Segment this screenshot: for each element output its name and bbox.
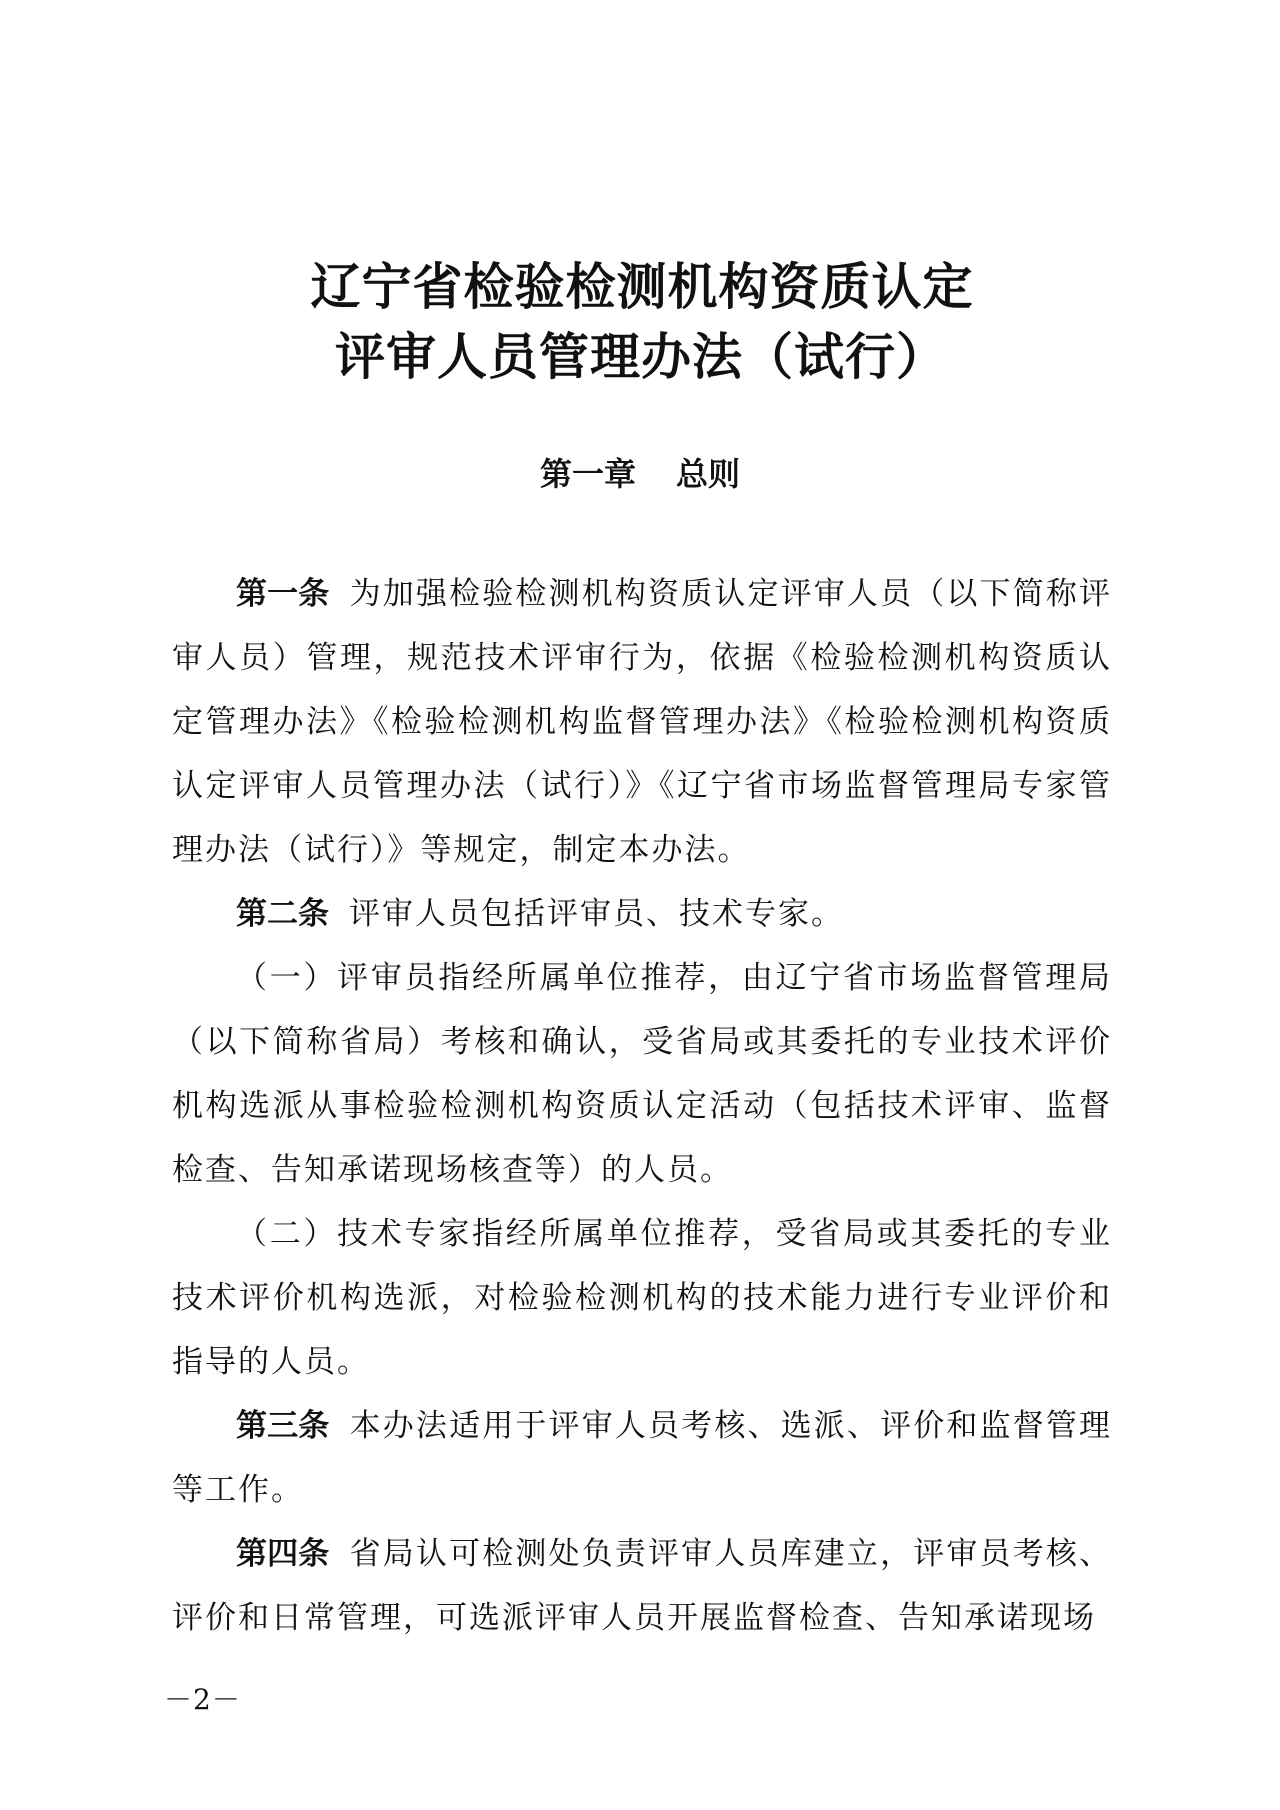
paragraph-article-1 xyxy=(172,562,1112,882)
document-title-line-1: 辽宁省检验检测机构资质认定 xyxy=(310,258,974,316)
paragraph-text: 省局认可检测处负责评审人员库建立，评审员考核、评价和日常管理，可选派评审人员开展监督检查、告知承诺现场 xyxy=(172,1536,1113,1636)
chapter-name: 总则 xyxy=(676,455,741,493)
chapter-heading xyxy=(0,450,1280,498)
article-label: 第一条 xyxy=(236,576,330,612)
paragraph-text: （一）评审员指经所属单位推荐，由辽宁省市场监督管理局（以下简称省局）考核和确认，受省局或其委托的专业技术评价机构选派从事检验检测机构资质认定活动（包括技术评审、监督检查、告知承诺现场核查等）的人员。 xyxy=(172,960,1112,1188)
paragraph-text: 为加强检验检测机构资质认定评审人员（以下简称评审人员）管理，规范技术评审行为，依据《检验检测机构资质认定管理办法》《检验检测机构监督管理办法》《检验检测机构资质认定评审人员管理办法（试行）》《辽宁省市场监督管理局专家管理办法（试行）》等规定，制定本办法。 xyxy=(172,576,1113,868)
page-number: －2－ xyxy=(164,1683,241,1716)
article-label: 第三条 xyxy=(236,1408,330,1444)
article-label: 第四条 xyxy=(236,1536,330,1572)
paragraph-item-1 xyxy=(172,946,1112,1202)
body-text xyxy=(172,562,1112,1650)
document-title-line-2: 评审人员管理办法（试行） xyxy=(335,328,947,386)
paragraph-text: （二）技术专家指经所属单位推荐，受省局或其委托的专业技术评价机构选派，对检验检测机构的技术能力进行专业评价和指导的人员。 xyxy=(172,1216,1112,1380)
chapter-number: 第一章 xyxy=(539,455,636,493)
paragraph-text: 本办法适用于评审人员考核、选派、评价和监督管理等工作。 xyxy=(172,1408,1113,1508)
article-label: 第二条 xyxy=(236,896,329,932)
paragraph-item-2 xyxy=(172,1202,1112,1394)
paragraph-article-3 xyxy=(172,1394,1112,1522)
paragraph-article-2 xyxy=(172,882,1112,946)
paragraph-text: 评审人员包括评审员、技术专家。 xyxy=(349,896,844,932)
paragraph-article-4 xyxy=(172,1522,1112,1650)
